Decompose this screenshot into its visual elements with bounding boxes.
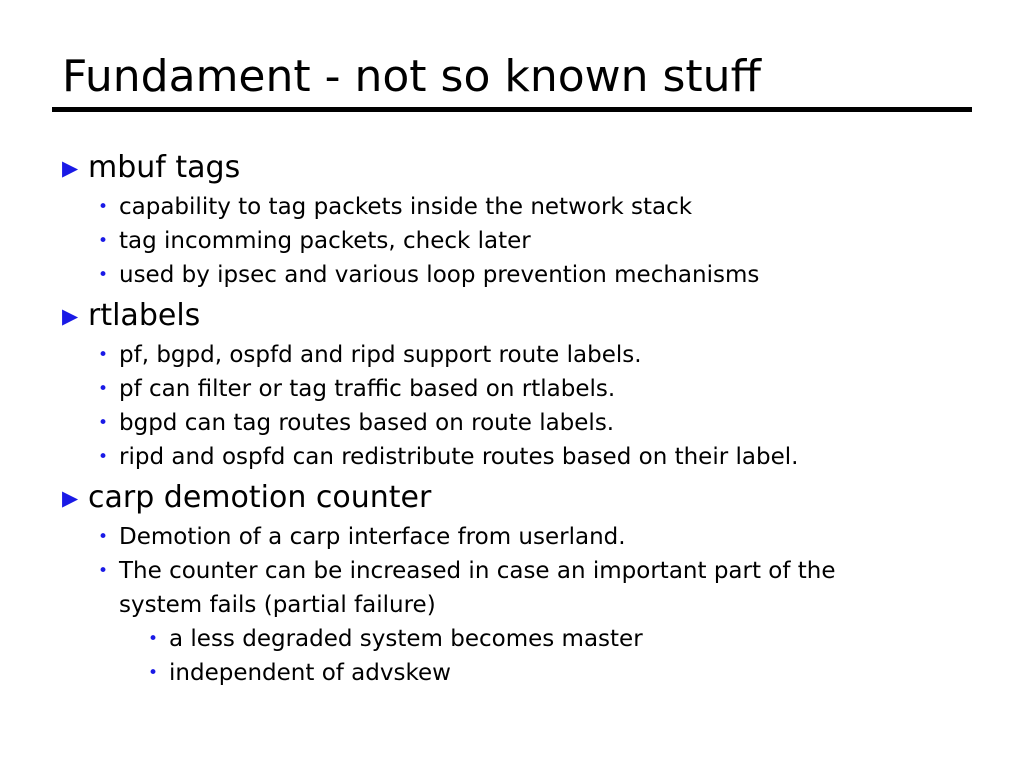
bullet-group-rtlabels	[62, 296, 982, 474]
level1-bullet	[62, 296, 982, 336]
level2-bullet	[98, 338, 982, 372]
triangle-bullet-icon: ▶	[62, 304, 79, 328]
title-divider	[52, 107, 972, 112]
level2-label: The counter can be increased in case an important part of the system fails (partial failure)	[119, 558, 836, 618]
level2-label: bgpd can tag routes based on route labels.	[119, 410, 615, 436]
dot-bullet-icon: •	[98, 413, 109, 433]
level2-bullet	[98, 440, 982, 474]
level2-bullet	[98, 258, 982, 292]
level2-bullet	[98, 190, 982, 224]
dot-bullet-icon: •	[98, 197, 109, 217]
bullet-group-carp-demotion-counter	[62, 478, 982, 690]
level2-bullet	[98, 224, 982, 258]
triangle-bullet-icon: ▶	[62, 156, 79, 180]
level2-label: tag incomming packets, check later	[119, 228, 531, 254]
level2-label: ripd and ospfd can redistribute routes based on their label.	[119, 444, 799, 470]
dot-bullet-icon: •	[98, 379, 109, 399]
level2-label: Demotion of a carp interface from userland.	[119, 524, 626, 550]
dot-bullet-icon: •	[148, 663, 159, 683]
level2-label: capability to tag packets inside the network stack	[119, 194, 693, 220]
level2-label: pf can filter or tag traffic based on rtlabels.	[119, 376, 616, 402]
dot-bullet-icon: •	[98, 447, 109, 467]
bullet-group-mbuf-tags	[62, 148, 982, 292]
level1-label: rtlabels	[88, 298, 201, 333]
dot-bullet-icon: •	[98, 561, 109, 581]
level1-label: mbuf tags	[88, 150, 241, 185]
level2-bullet	[98, 554, 982, 622]
level2-label: pf, bgpd, ospfd and ripd support route labels.	[119, 342, 642, 368]
level2-bullet	[98, 520, 982, 554]
level1-bullet	[62, 148, 982, 188]
triangle-bullet-icon: ▶	[62, 486, 79, 510]
level3-bullet	[148, 656, 982, 690]
level3-bullet	[148, 622, 982, 656]
level3-label: independent of advskew	[169, 660, 451, 686]
slide-body	[62, 148, 982, 694]
dot-bullet-icon: •	[98, 345, 109, 365]
page-title: Fundament - not so known stuff	[62, 51, 761, 102]
dot-bullet-icon: •	[98, 527, 109, 547]
level1-label: carp demotion counter	[88, 480, 432, 515]
dot-bullet-icon: •	[148, 629, 159, 649]
level2-bullet	[98, 406, 982, 440]
level2-bullet	[98, 372, 982, 406]
level2-label: used by ipsec and various loop prevention mechanisms	[119, 262, 760, 288]
level1-bullet	[62, 478, 982, 518]
dot-bullet-icon: •	[98, 265, 109, 285]
dot-bullet-icon: •	[98, 231, 109, 251]
level3-label: a less degraded system becomes master	[169, 626, 643, 652]
